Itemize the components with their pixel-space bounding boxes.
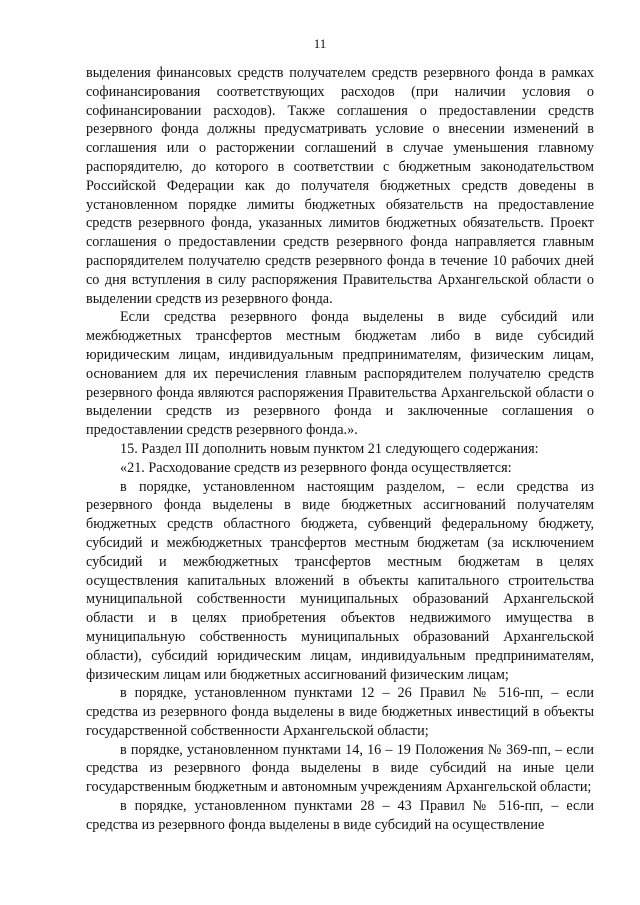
paragraph-item-15: 15. Раздел III дополнить новым пунктом 21 следующего содержания:	[120, 440, 539, 457]
paragraph-item-21-heading: «21. Расходование средств из резервного фонда осуществляется:	[120, 459, 512, 476]
paragraph-order-rules-516-subsidies: в порядке, установленном пунктами 28 – 43 Правил № 516-пп, – если средства из резервного фонда выделены в виде субсидий на осуществление	[86, 798, 594, 833]
document-body	[86, 64, 594, 835]
paragraph-order-rules-516: в порядке, установленном пунктами 12 – 26 Правил № 516-пп, – если средства из резервного фонда выделены в виде бюджетных инвестиций в объекты государственной собственности Архангельской области;	[86, 685, 594, 739]
paragraph-order-this-section: в порядке, установленном настоящим разделом, – если средства из резервного фонда выделены в виде бюджетных ассигнований получателям бюджетных средств областного бюджета, субвенций федеральному бюджету, субсидий и межбюджетных трансфертов местным бюджетам (за исключением субсидий и межбюджетных трансфертов местным бюджетам в целях осуществления капитальных вложений в объекты капитального строительства муниципальной собственности муниципальных образований Архангельской области и в целях приобретения объектов недвижимого имущества в муниципальную собственность муниципальных образований Архангельской области), субсидий юридическим лицам, индивидуальным предпринимателям, физическим лицам или бюджетных ассигнований физическим лицам;	[86, 478, 594, 683]
page-number: 11	[313, 36, 327, 51]
paragraph-order-regulation-369: в порядке, установленном пунктами 14, 16 – 19 Положения № 369-пп, – если средства из резервного фонда выделены в виде субсидий на иные цели государственным бюджетным и автономным учреждениям Архангельской области;	[86, 741, 594, 796]
paragraph-subsidies-basis: Если средства резервного фонда выделены в виде субсидий или межбюджетных трансфертов местным бюджетам либо в виде субсидий юридическим лицам, индивидуальным предпринимателям, физическим лицам, основанием для их перечисления главным распорядителем получателю средств резервного фонда являются распоряжения Правительства Архангельской области о выделении средств из резервного фонда и заключенные соглашения о предоставлении средств резервного фонда.».	[86, 309, 594, 439]
paragraph-continuation: выделения финансовых средств получателем средств резервного фонда в рамках софинансирования соответствующих расходов (при наличии условия о софинансировании расходов). Также соглашения о предоставлении средств резервного фонда должны предусматривать условие о внесении изменений в соглашения или о расторжении соглашений в случае уменьшения главному распорядителю, до которого в соответствии с бюджетным законодательством Российской Федерации как до получателя бюджетных средств доведены в установленном порядке лимиты бюджетных обязательств на предоставление средств резервного фонда, указанных лимитов бюджетных обязательств. Проект соглашения о предоставлении средств резервного фонда направляется главным распорядителем получателю средств резервного фонда в течение 10 рабочих дней со дня вступления в силу распоряжения Правительства Архангельской области о выделении средств из резервного фонда.	[86, 65, 594, 307]
